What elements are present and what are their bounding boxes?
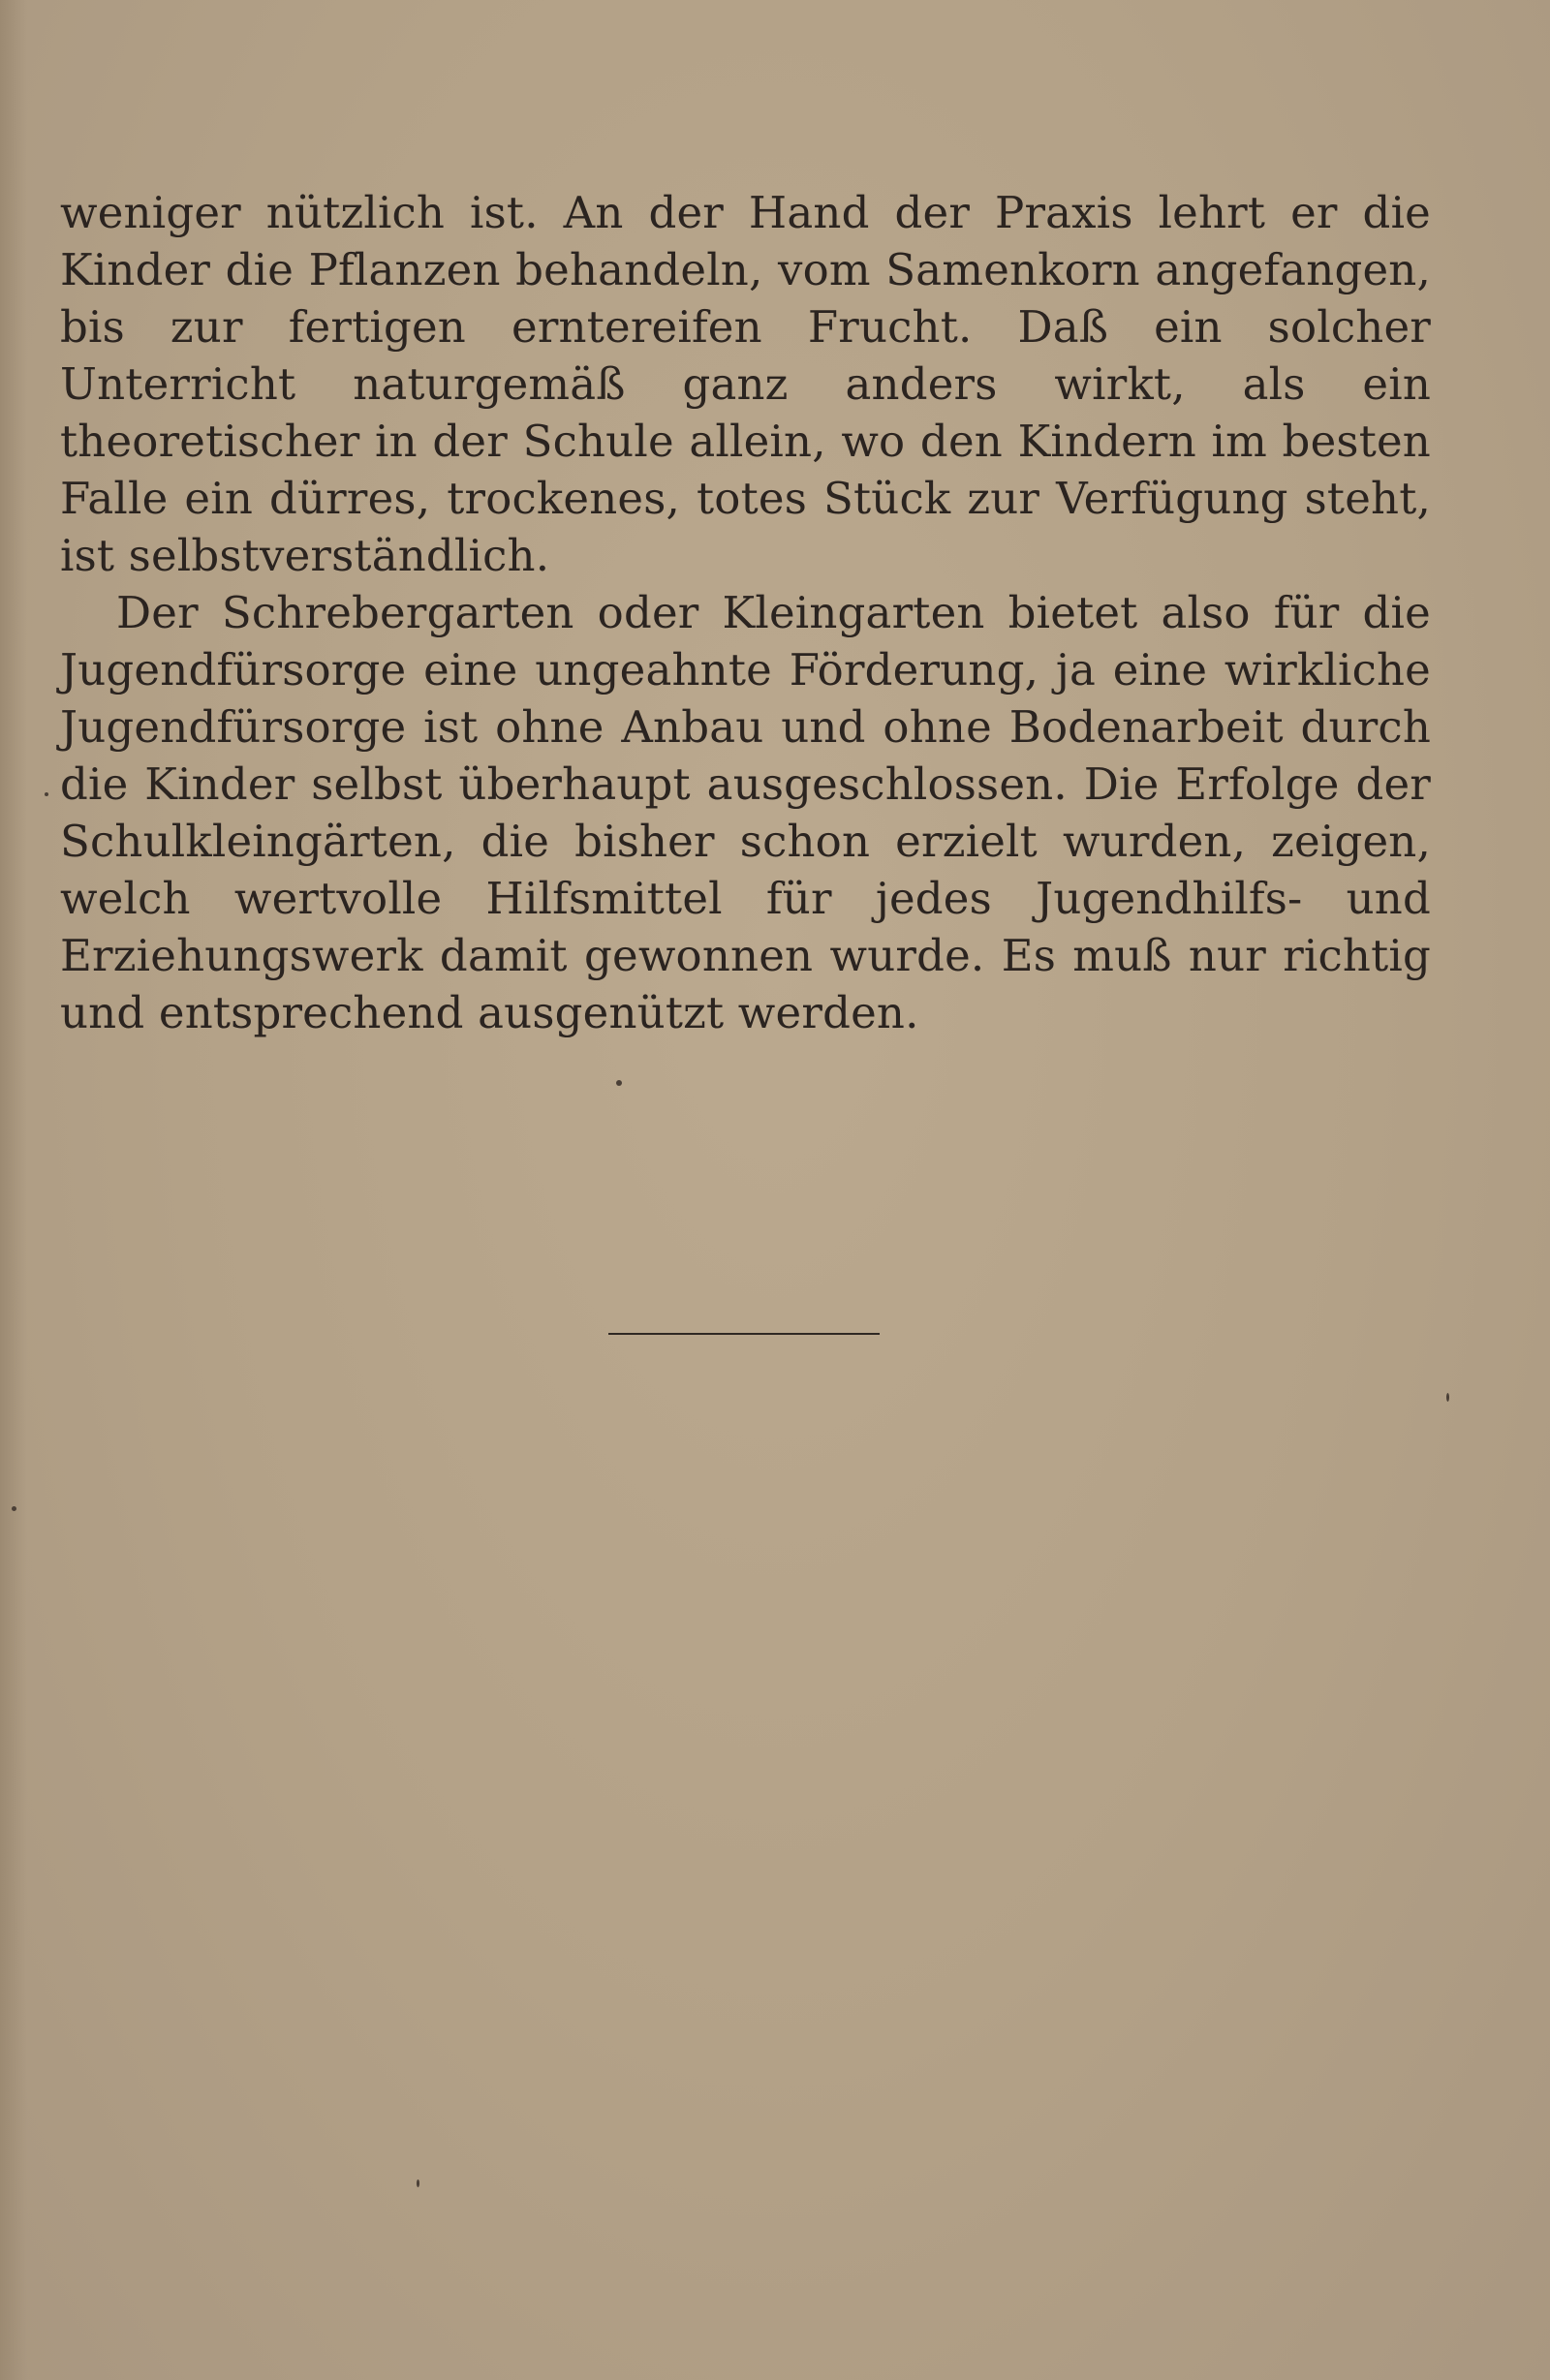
section-end-rule	[608, 1333, 880, 1335]
paper-speck	[417, 2179, 419, 2187]
paper-speck	[616, 1080, 622, 1086]
paper-speck	[12, 1506, 16, 1511]
paper-speck	[1446, 1393, 1449, 1402]
paper-speck	[45, 792, 48, 796]
page-edge-shadow	[0, 0, 27, 2380]
paragraph-2: Der Schrebergarten oder Kleingarten bietet also für die Jugendfürsorge eine ungeahnte Förderung, ja eine wirkliche Jugendfürsorge ist ohne Anbau und ohne Bodenarbeit durch die Kinder selbst überhaupt ausgeschlossen. Die Erfolge der Schulkleingärten, die bisher schon erzielt wurden, zeigen, welch wertvolle Hilfsmittel für jedes Jugendhilfs- und Erziehungswerk damit gewonnen wurde. Es muß nur richtig und entsprechend ausgenützt werden.	[60, 587, 1431, 1038]
body-text	[60, 184, 1431, 1041]
paragraph-1: weniger nützlich ist. An der Hand der Praxis lehrt er die Kinder die Pflanzen behandeln, vom Samenkorn angefangen, bis zur fertigen erntereifen Frucht. Daß ein solcher Unterricht naturgemäß ganz anders wirkt, als ein theoretischer in der Schule allein, wo den Kindern im besten Falle ein dürres, trockenes, totes Stück zur Verfügung steht, ist selbstverständlich.	[60, 187, 1431, 581]
